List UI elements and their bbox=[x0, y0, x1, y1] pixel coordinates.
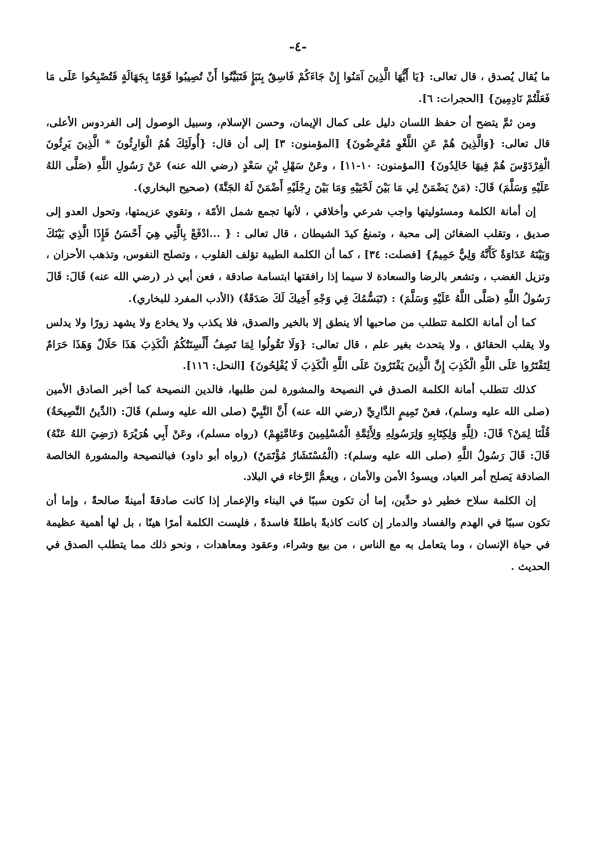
document-page bbox=[46, 40, 550, 580]
paragraph-6: إن الكلمة سلاح خطير ذو حدَّين، إما أن تكون سببًا في البناء والإعمار إذا كانت صادقةً أمينةً صالحةً ، وإما أن تكون سببًا في الهدم والفساد والدمار إن كانت كاذبةً باطلةً فاسدةً ، فليست الكلمة أمرًا هينًا ، بل لها أهمية عظيمة في حياة الإنسان ، وما يتعامل به مع الناس ، من بيع وشراء، وعقود ومعاهدات ، ونحو ذلك مما يتطلب الصدق في الحديث . bbox=[46, 495, 550, 573]
page-number: -٤- bbox=[289, 40, 307, 55]
paragraph-5: كذلك تتطلب أمانة الكلمة الصدق في النصيحة والمشورة لمن طلبها، فالدين النصيحة كما أخبر الصادق الأمين (صلى الله عليه وسلم)، فعنْ تَمِيمٍ الدَّارِيِّ (رضي الله عنه) أَنَّ النَّبِيَّ (صلى الله عليه وسلم) قَالَ: (الدِّينُ النَّصِيحَةُ) قُلْنَا لِمَنْ؟ قَالَ: (لِلَّهِ وَلِكِتَابِهِ وَلِرَسُولِهِ وَلِأَئِمَّةِ الْمُسْلِمِينَ وَعَامَّتِهِمْ) (رواه مسلم)، وعَنْ أَبِي هُرَيْرَةَ (رَضِيَ اللهُ عَنْهُ) قَالَ: قَالَ رَسُولُ اللَّهِ (صلى الله عليه وسلم): (الْمُسْتَشَارُ مُؤْتَمَنٌ) (رواه أبو داود) فبالنصيحة والمشورة الخالصة الصادقة يَصلح أمر العباد، ويسودُ الأمن والأمان ، ويعمُّ الرَّخاء في البلاد. bbox=[46, 384, 550, 484]
paragraph-1: ما يُقال يُصدق ، قال تعالى: {يَا أَيُّهَا الَّذِينَ آمَنُوا إِنْ جَاءَكُمْ فَاسِقٌ بِنَبَإٍ فَتَبَيَّنُوا أَنْ تُصِيبُوا قَوْمًا بِجَهَالَةٍ فَتُصْبِحُوا عَلَى مَا فَعَلْتُمْ نَادِمِينَ} [الحجرات: ٦]. bbox=[46, 71, 550, 105]
paragraph-3: إن أمانة الكلمة ومسئوليتها واجب شرعي وأخلاقي ، لأنها تجمع شمل الأمّة ، وتقوي عزيمتها، وتحول العدو إلى صديق ، وتقلب الضغائن إلى محبة ، وتمنعُ كيدَ الشيطان ، قال تعالى : { ...ادْفَعْ بِالَّتِي هِيَ أَحْسَنُ فَإِذَا الَّذِي بَيْنَكَ وَبَيْنَهُ عَدَاوَةٌ كَأَنَّهُ وَلِيٌّ حَمِيمٌ} [فصلت: ٣٤] ، كما أن الكلمة الطيبة تؤلف القلوب ، وتصلح النفوس، وتذهب الأحزان ، وتزيل الغضب ، وتشعر بالرضا والسعادة لا سيما إذا رافقتها ابتسامة صادقة ، فعن أبي ذر (رضي الله عنه) قَالَ: قَالَ رَسُولُ اللَّهِ (صَلَّى اللَّهُ عَلَيْهِ وَسَلَّمَ) : (تَبَسُّمُكَ فِي وَجْهِ أَخِيكَ لَكَ صَدَقَةٌ) (الأدب المفرد للبخاري). bbox=[46, 205, 550, 305]
paragraph-2: ومن ثمَّ يتضح أن حفظ اللسان دليل على كمال الإيمان، وحسن الإسلام، وسبيل الوصول إلى الفردوس الأعلى، قال تعالى: {وَالَّذِينَ هُمْ عَنِ اللَّغْوِ مُعْرِضُونَ} [المؤمنون: ٣] إلى أن قال: {أُولَئِكَ هُمُ الْوَارِثُونَ * الَّذِينَ يَرِثُونَ الْفِرْدَوْسَ هُمْ فِيهَا خَالِدُونَ} [المؤمنون: ١٠-١١] ، وعَنْ سَهْلِ بْنِ سَعْدٍ (رضي الله عنه) عَنْ رَسُولِ اللَّهِ (صَلَّى اللهُ عَلَيْهِ وَسَلَّمَ) قَالَ: (مَنْ يَضْمَنْ لِي مَا بَيْنَ لَحْيَيْهِ وَمَا بَيْنَ رِجْلَيْهِ أَضْمَنْ لَهُ الجَنَّةَ) (صحيح البخاري). bbox=[46, 116, 550, 194]
paragraph-4: كما أن أمانة الكلمة تتطلب من صاحبها ألا ينطق إلا بالخير والصدق، فلا يكذب ولا يخادع ولا يشهد زورًا ولا يدلس ولا يقلب الحقائق ، ولا يتحدث بغير علم ، قال تعالى: {وَلَا تَقُولُوا لِمَا تَصِفُ أَلْسِنَتُكُمُ الْكَذِبَ هَذَا حَلَالٌ وَهَذَا حَرَامٌ لِتَفْتَرُوا عَلَى اللَّهِ الْكَذِبَ إِنَّ الَّذِينَ يَفْتَرُونَ عَلَى اللَّهِ الْكَذِبَ لَا يُفْلِحُونَ} [النحل: ١١٦]. bbox=[46, 316, 550, 373]
